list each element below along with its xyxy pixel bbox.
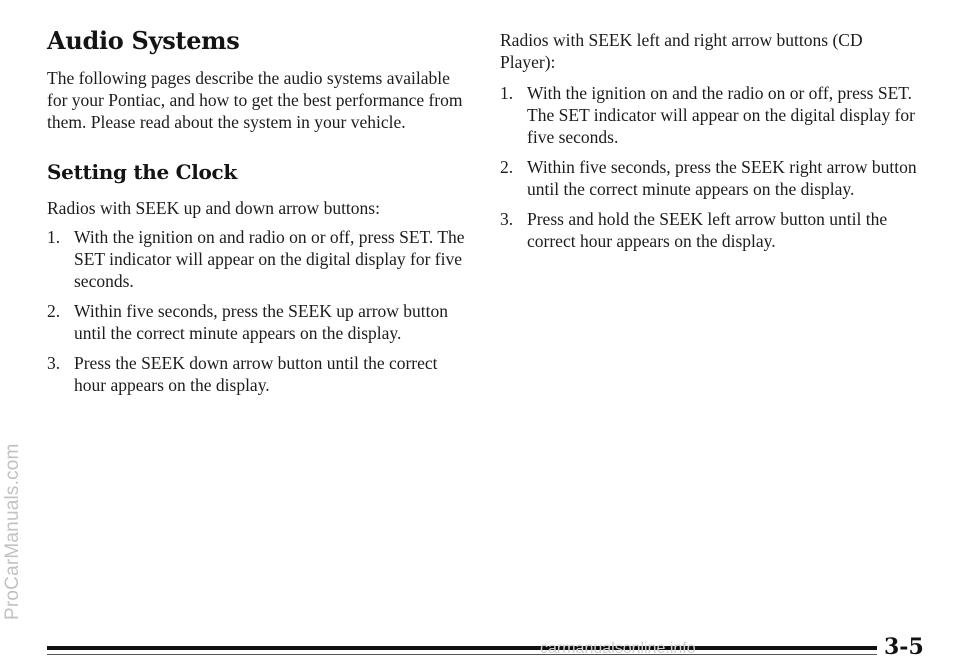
footer-rule-thin — [47, 654, 877, 655]
right-steps-list — [500, 82, 920, 260]
section-title: Audio Systems — [47, 26, 240, 55]
setting-clock-heading: Setting the Clock — [47, 160, 237, 184]
step-text: Within five seconds, press the SEEK right arrow button until the correct minute appears on the display. — [527, 157, 917, 199]
list-item — [500, 156, 920, 200]
right-lead-text: Radios with SEEK left and right arrow buttons (CD Player): — [500, 30, 863, 72]
list-item — [500, 208, 920, 252]
step-number: 2. — [47, 301, 61, 321]
step-text: Press the SEEK down arrow button until the correct hour appears on the display. — [74, 353, 438, 395]
list-item — [500, 82, 920, 148]
left-steps-list — [47, 226, 467, 404]
list-item — [47, 226, 467, 292]
step-text: With the ignition on and radio on or off, press SET. The SET indicator will appear on the digital display for five seconds. — [74, 227, 465, 291]
step-number: 1. — [47, 227, 61, 247]
side-watermark: ProCarManuals.com — [2, 443, 23, 620]
intro-paragraph: The following pages describe the audio systems available for your Pontiac, and how to get the best performance from them. Please read about the system in your vehicle. — [47, 68, 463, 132]
step-number: 1. — [500, 83, 514, 103]
step-number: 2. — [500, 157, 514, 177]
page-number: 3-5 — [884, 634, 924, 660]
left-lead-text: Radios with SEEK up and down arrow buttons: — [47, 198, 380, 218]
bottom-watermark: carmanualsonline.info — [540, 640, 696, 657]
step-number: 3. — [47, 353, 61, 373]
step-text: Press and hold the SEEK left arrow button until the correct hour appears on the display. — [527, 209, 888, 251]
step-number: 3. — [500, 209, 514, 229]
list-item — [47, 300, 467, 344]
footer-rule — [47, 646, 877, 650]
step-text: Within five seconds, press the SEEK up arrow button until the correct minute appears on the display. — [74, 301, 449, 343]
step-text: With the ignition on and the radio on or off, press SET. The SET indicator will appear on the digital display for five seconds. — [527, 83, 915, 147]
list-item — [47, 352, 467, 396]
